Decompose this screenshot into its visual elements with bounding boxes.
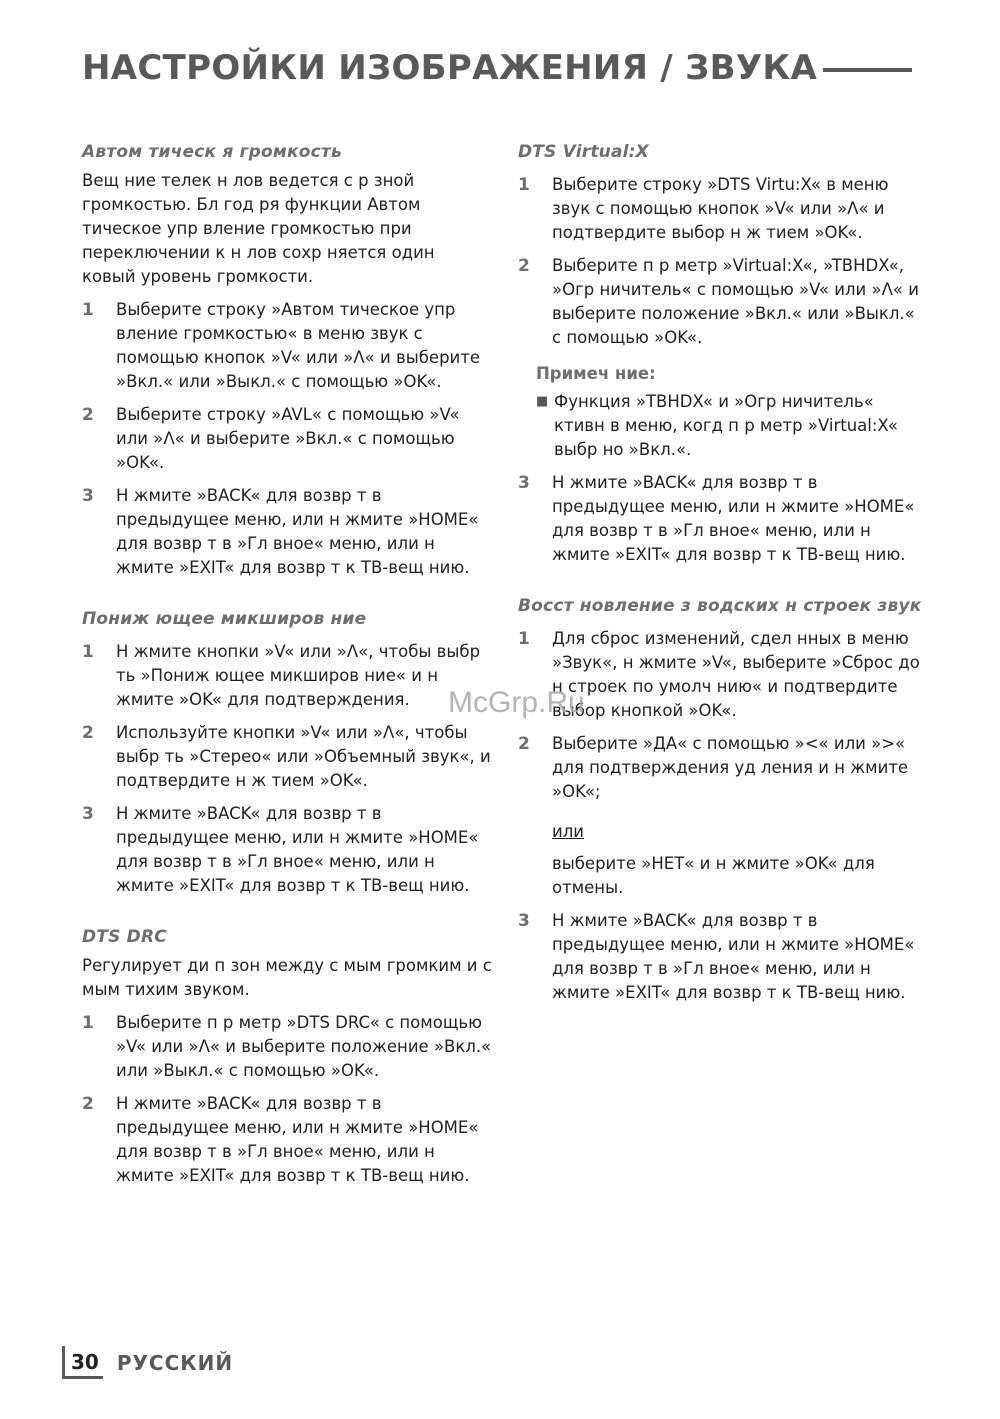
page-footer <box>62 1346 233 1379</box>
step: 2 Выберите »ДА« с помощью »<« или »>« для подтверждения уд ления и н жмите »OK«; <box>518 734 909 801</box>
title-rule <box>823 68 912 72</box>
watermark: McGrp.Ru <box>448 686 585 719</box>
step: 1 Выберите п р метр »DTS DRC« с помощью »V« или »Λ« и выберите положение »Вкл.« или »Выкл.« с помощью »OK«. <box>82 1013 492 1080</box>
step: 1 Выберите строку »DTS Virtu:X« в меню звук с помощью кнопок »V« или »Λ« и подтвердите выбор н ж тием »OK«. <box>518 175 889 242</box>
step: 1 Для сброс изменений, сдел нных в меню »Звук«, н жмите »V«, выберите »Сброс до н строек по умолч нию« и подтвердите выбор кнопкой »OK«. <box>518 629 920 720</box>
step: 2 Н жмите »BACK« для возвр т в предыдущее меню, или н жмите »HOME« для возвр т в »Гл вное« меню, или н жмите »EXIT« для возвр т к ТВ-вещ нию. <box>82 1094 479 1185</box>
section-heading: DTS DRC <box>82 927 167 947</box>
section-intro: Вещ ние телек н лов ведется с р зной громкостью. Бл год ря функции Автом тическое упр вление громкостью при переключении к н лов сохр няется один ковый уровень громкости. <box>82 171 435 286</box>
step: 2 Выберите строку »AVL« с помощью »V« или »Λ« и выберите »Вкл.« с помощью »OK«. <box>82 405 460 472</box>
section-heading: Пониж ющее микширов ние <box>82 609 367 629</box>
alternative-text: выберите »НЕТ« и н жмите »OK« для отмены. <box>552 854 875 897</box>
step: 1 Выберите строку »Автом тическое упр вление громкостью« в меню звук с помощью кнопок »V« или »Λ« и выберите »Вкл.« или »Выкл.« с помощью »OK«. <box>82 300 481 391</box>
left-column <box>82 140 492 1188</box>
note-heading: Примеч ние: <box>536 364 656 383</box>
step: 2 Используйте кнопки »V« или »Λ«, чтобы выбр ть »Стерео« или »Объемный звук«, и подтвердите н ж тием »OK«. <box>82 723 491 790</box>
step: 3 Н жмите »BACK« для возвр т в предыдущее меню, или н жмите »HOME« для возвр т в »Гл вное« меню, или н жмите »EXIT« для возвр т к ТВ-вещ нию. <box>518 473 915 564</box>
page-title: НАСТРОЙКИ ИЗОБРАЖЕНИЯ / ЗВУКА <box>82 48 912 88</box>
step: 2 Выберите п р метр »Virtual:X«, »TBHDX«, »Огр ничитель« с помощью »V« или »Λ« и выберите положение »Вкл.« или »Выкл.« с помощью »OK«. <box>518 256 919 347</box>
footer-language: РУССКИЙ <box>116 1350 234 1375</box>
step: 1 Н жмите кнопки »V« или »Λ«, чтобы выбр ть »Пониж ющее микширов ние« и н жмите »OK« для подтверждения. <box>82 642 481 709</box>
section-heading: DTS Virtual:X <box>518 142 649 162</box>
page-number: 30 <box>62 1346 103 1379</box>
note: ■ Функция »TBHDX« и »Огр ничитель« ктивн в меню, когд п р метр »Virtual:X« выбр но »Вкл.«. <box>536 390 928 462</box>
or-label: или <box>552 822 584 841</box>
right-column <box>518 140 928 1005</box>
section-heading: Автом тическ я громкость <box>82 142 342 162</box>
step: 3 Н жмите »BACK« для возвр т в предыдущее меню, или н жмите »HOME« для возвр т в »Гл вное« меню, или н жмите »EXIT« для возвр т к ТВ-вещ нию. <box>518 911 915 1002</box>
step: 3 Н жмите »BACK« для возвр т в предыдущее меню, или н жмите »HOME« для возвр т в »Гл вное« меню, или н жмите »EXIT« для возвр т к ТВ-вещ нию. <box>82 486 479 577</box>
square-bullet-icon: ■ <box>536 394 549 409</box>
section-heading: Восст новление з водских н строек звук <box>518 596 922 616</box>
section-intro: Регулирует ди п зон между с мым громким и с мым тихим звуком. <box>82 956 492 999</box>
step: 3 Н жмите »BACK« для возвр т в предыдущее меню, или н жмите »HOME« для возвр т в »Гл вное« меню, или н жмите »EXIT« для возвр т к ТВ-вещ нию. <box>82 804 479 895</box>
